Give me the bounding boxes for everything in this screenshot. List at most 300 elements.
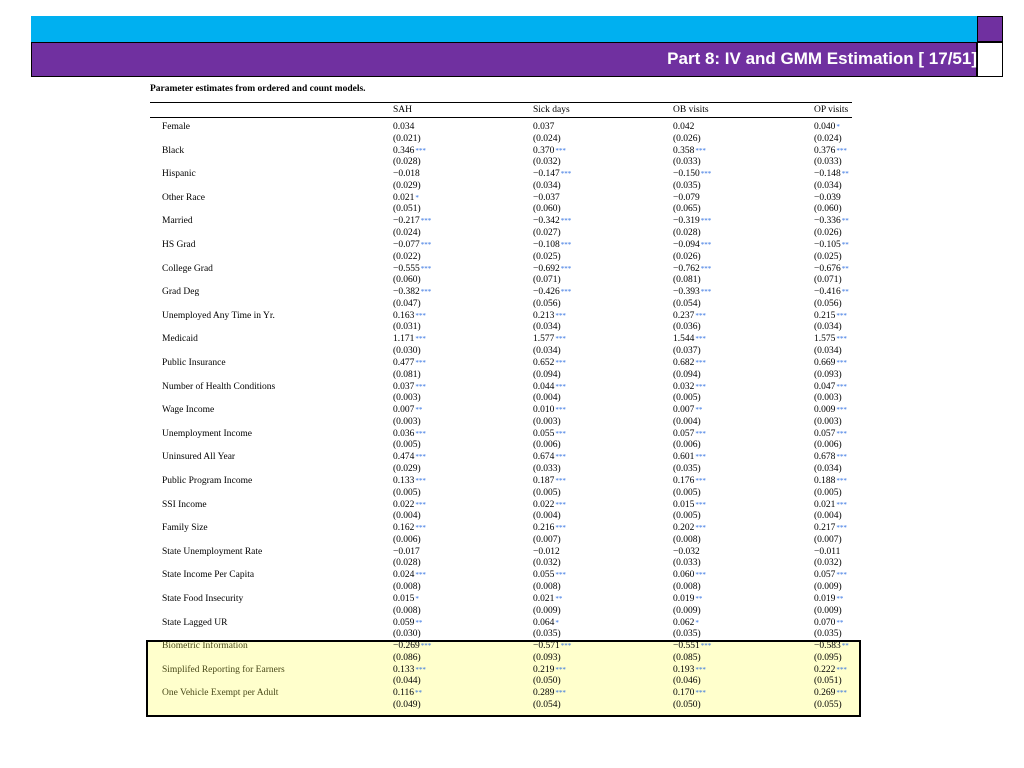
standard-error-cell: (0.006) — [673, 440, 701, 451]
coefficient-value: 0.055 — [533, 570, 555, 581]
standard-error-cell: (0.003) — [814, 393, 842, 404]
coefficient-value: −0.583 — [814, 641, 841, 652]
coefficient-cell — [673, 687, 706, 699]
significance-stars: *** — [695, 477, 706, 485]
standard-error-cell: (0.047) — [393, 298, 421, 309]
standard-error-cell: (0.005) — [393, 440, 421, 451]
coefficient-value: 0.059 — [393, 617, 415, 628]
significance-stars: *** — [836, 335, 847, 344]
coefficient-value: 0.062 — [673, 617, 695, 628]
significance-stars: *** — [695, 359, 706, 367]
standard-error-cell: (0.044) — [393, 676, 421, 687]
standard-error-cell: (0.081) — [673, 275, 701, 286]
slide-title: Part 8: IV and GMM Estimation [ 17/51] — [667, 49, 977, 68]
coefficient-cell — [673, 145, 706, 157]
column-header-op-visits: OP visits — [814, 105, 849, 115]
coefficient-cell — [673, 310, 706, 322]
significance-stars: *** — [420, 264, 432, 273]
coefficient-cell — [393, 168, 420, 180]
significance-stars: ** — [415, 406, 423, 415]
coefficient-cell — [673, 569, 706, 581]
coefficient-cell — [533, 333, 566, 345]
coefficient-cell — [673, 121, 694, 133]
row-label: Female — [162, 122, 190, 132]
coefficient-value: 0.216 — [533, 523, 555, 534]
coefficient-cell — [393, 286, 431, 298]
standard-error-cell: (0.022) — [393, 251, 421, 262]
significance-stars: *** — [560, 217, 572, 226]
coefficient-value: 0.222 — [814, 664, 836, 675]
coefficient-value: −0.692 — [533, 263, 560, 274]
row-label: Family Size — [162, 523, 208, 534]
coefficient-cell — [533, 451, 566, 463]
coefficient-cell — [814, 451, 847, 463]
standard-error-cell: (0.005) — [533, 487, 561, 498]
coefficient-cell — [393, 333, 426, 345]
significance-stars: *** — [420, 288, 432, 297]
significance-stars: *** — [836, 146, 847, 155]
row-label: Black — [162, 145, 185, 156]
coefficient-value: 0.047 — [814, 381, 836, 392]
coefficient-cell — [393, 687, 422, 699]
highlight-box — [146, 640, 861, 717]
coefficient-cell — [814, 617, 843, 629]
standard-error-cell: (0.009) — [814, 605, 842, 616]
row-label: Unemployment Income — [162, 428, 252, 439]
significance-stars: *** — [560, 241, 572, 249]
standard-error-cell: (0.034) — [814, 464, 842, 474]
coefficient-value: 0.015 — [393, 594, 415, 604]
standard-error-cell: (0.071) — [533, 275, 561, 286]
significance-stars: *** — [415, 571, 426, 580]
coefficient-cell — [673, 499, 706, 511]
coefficient-value: 0.358 — [673, 145, 695, 156]
standard-error-cell: (0.085) — [673, 652, 701, 663]
standard-error-cell: (0.081) — [393, 369, 421, 380]
significance-stars: *** — [836, 382, 847, 391]
significance-stars: *** — [836, 665, 847, 674]
coefficient-value: 0.289 — [533, 688, 555, 699]
coefficient-cell — [533, 593, 562, 605]
row-label: Biometric Information — [162, 641, 248, 652]
significance-stars: *** — [415, 382, 426, 391]
standard-error-cell: (0.024) — [533, 133, 561, 144]
significance-stars: *** — [415, 477, 426, 485]
standard-error-cell: (0.035) — [533, 629, 561, 640]
standard-error-cell: (0.026) — [673, 251, 701, 262]
coefficient-value: 0.015 — [673, 499, 695, 510]
coefficient-value: 0.217 — [814, 523, 836, 534]
significance-stars: ** — [836, 618, 844, 627]
standard-error-cell: (0.004) — [393, 511, 421, 522]
coefficient-value: 0.669 — [814, 358, 836, 368]
coefficient-value: 0.674 — [533, 452, 555, 463]
coefficient-value: 0.057 — [814, 570, 836, 581]
standard-error-cell: (0.035) — [673, 464, 701, 474]
standard-error-cell: (0.093) — [533, 652, 561, 663]
coefficient-cell — [393, 569, 426, 581]
significance-stars: *** — [695, 382, 706, 391]
significance-stars: *** — [555, 500, 566, 509]
row-label: Public Program Income — [162, 476, 253, 486]
coefficient-cell — [393, 499, 426, 511]
coefficient-cell — [814, 239, 849, 251]
corner-square — [977, 42, 1003, 77]
coefficient-value: −0.555 — [393, 263, 420, 274]
coefficient-cell — [533, 381, 566, 393]
coefficient-cell — [393, 145, 426, 157]
coefficient-cell — [814, 121, 840, 133]
significance-stars: *** — [420, 217, 432, 226]
coefficient-value: 0.370 — [533, 145, 555, 156]
standard-error-cell: (0.003) — [814, 416, 842, 427]
standard-error-cell: (0.037) — [673, 346, 701, 356]
coefficient-value: −0.551 — [673, 641, 700, 652]
coefficient-cell — [393, 546, 420, 558]
column-header-ob-visits: OB visits — [673, 105, 709, 115]
significance-stars: ** — [695, 406, 703, 415]
coefficient-cell — [673, 168, 711, 180]
coefficient-value: 0.601 — [673, 452, 695, 463]
coefficient-cell — [814, 640, 849, 652]
coefficient-cell — [393, 475, 426, 487]
coefficient-cell — [533, 475, 566, 487]
standard-error-cell: (0.095) — [814, 652, 842, 663]
row-label: College Grad — [162, 263, 213, 274]
standard-error-cell: (0.004) — [673, 416, 701, 427]
row-label: One Vehicle Exempt per Adult — [162, 688, 279, 699]
coefficient-value: 0.163 — [393, 310, 415, 321]
coefficient-cell — [533, 145, 566, 157]
coefficient-value: 0.682 — [673, 358, 695, 368]
coefficient-value: −0.150 — [673, 169, 700, 180]
significance-stars: *** — [415, 359, 426, 367]
coefficient-value: −0.012 — [533, 546, 560, 557]
significance-stars: *** — [695, 335, 706, 344]
significance-stars: *** — [560, 264, 572, 273]
significance-stars: *** — [836, 406, 847, 415]
coefficient-cell — [393, 215, 431, 227]
standard-error-cell: (0.034) — [814, 322, 842, 333]
coefficient-cell — [814, 381, 847, 393]
significance-stars: *** — [700, 217, 712, 226]
coefficient-value: 0.024 — [393, 570, 415, 581]
coefficient-value: −0.018 — [393, 169, 420, 180]
coefficient-value: 0.034 — [393, 122, 415, 132]
standard-error-cell: (0.005) — [814, 487, 842, 498]
coefficient-cell — [673, 640, 711, 652]
coefficient-value: −0.039 — [814, 192, 841, 203]
significance-stars: * — [415, 193, 419, 202]
significance-stars: ** — [415, 618, 423, 627]
coefficient-value: −0.393 — [673, 287, 700, 298]
standard-error-cell: (0.026) — [673, 133, 701, 144]
coefficient-cell — [393, 640, 431, 652]
coefficient-cell — [673, 664, 706, 676]
standard-error-cell: (0.007) — [533, 534, 561, 545]
standard-error-cell: (0.008) — [393, 582, 421, 592]
coefficient-value: −0.382 — [393, 287, 420, 298]
standard-error-cell: (0.031) — [393, 322, 421, 333]
coefficient-value: −0.079 — [673, 192, 700, 203]
coefficient-cell — [814, 404, 847, 416]
coefficient-cell — [814, 333, 847, 345]
significance-stars: *** — [555, 477, 566, 485]
significance-stars: *** — [555, 429, 566, 438]
coefficient-cell — [393, 121, 414, 133]
standard-error-cell: (0.086) — [393, 652, 421, 663]
coefficient-value: 1.577 — [533, 334, 555, 345]
standard-error-cell: (0.024) — [393, 228, 421, 238]
significance-stars: *** — [415, 665, 426, 674]
significance-stars: *** — [555, 524, 566, 533]
row-label: State Income Per Capita — [162, 570, 255, 581]
coefficient-value: −0.762 — [673, 263, 700, 274]
coefficient-value: 0.044 — [533, 381, 555, 392]
standard-error-cell: (0.005) — [673, 487, 701, 498]
coefficient-value: −0.319 — [673, 216, 700, 227]
coefficient-cell — [533, 239, 571, 251]
coefficient-cell — [533, 192, 560, 204]
standard-error-cell: (0.035) — [673, 629, 701, 640]
coefficient-cell — [393, 664, 426, 676]
coefficient-cell — [673, 215, 711, 227]
significance-stars: *** — [700, 241, 712, 249]
standard-error-cell: (0.055) — [814, 700, 842, 710]
significance-stars: ** — [841, 288, 849, 297]
coefficient-cell — [393, 451, 426, 463]
significance-stars: *** — [415, 500, 426, 509]
significance-stars: *** — [560, 288, 572, 297]
coefficient-value: 0.477 — [393, 358, 415, 368]
coefficient-cell — [533, 428, 566, 440]
standard-error-cell: (0.071) — [814, 275, 842, 286]
standard-error-cell: (0.060) — [533, 204, 561, 215]
coefficient-value: 0.007 — [673, 405, 695, 416]
standard-error-cell: (0.034) — [533, 322, 561, 333]
coefficient-cell — [673, 617, 699, 629]
significance-stars: *** — [695, 665, 706, 674]
coefficient-value: 0.022 — [533, 499, 555, 510]
standard-error-cell: (0.025) — [814, 251, 842, 262]
coefficient-value: −0.017 — [393, 546, 420, 557]
standard-error-cell: (0.009) — [814, 582, 842, 592]
coefficient-value: 0.037 — [393, 381, 415, 392]
significance-stars: *** — [560, 642, 572, 651]
coefficient-value: 1.171 — [393, 334, 415, 345]
significance-stars: ** — [841, 170, 849, 179]
coefficient-value: −0.342 — [533, 216, 560, 227]
standard-error-cell: (0.094) — [673, 369, 701, 380]
significance-stars: *** — [555, 311, 566, 320]
row-label: SSI Income — [162, 499, 207, 510]
standard-error-cell: (0.056) — [814, 298, 842, 309]
significance-stars: ** — [841, 642, 849, 651]
significance-stars: * — [695, 618, 699, 627]
coefficient-value: −0.105 — [814, 240, 841, 250]
standard-error-cell: (0.029) — [393, 464, 421, 474]
standard-error-cell: (0.036) — [673, 322, 701, 333]
significance-stars: *** — [555, 382, 566, 391]
coefficient-cell — [393, 310, 426, 322]
standard-error-cell: (0.028) — [393, 558, 421, 569]
coefficient-value: 0.064 — [533, 617, 555, 628]
significance-stars: *** — [555, 146, 566, 155]
coefficient-value: −0.571 — [533, 641, 560, 652]
row-label: Simplifed Reporting for Earners — [162, 664, 285, 675]
row-label: Number of Health Conditions — [162, 381, 276, 392]
coefficient-cell — [533, 617, 559, 629]
coefficient-value: 0.022 — [393, 499, 415, 510]
standard-error-cell: (0.003) — [393, 393, 421, 404]
coefficient-value: 0.021 — [533, 594, 555, 604]
coefficient-cell — [533, 522, 566, 534]
coefficient-cell — [814, 310, 847, 322]
coefficient-cell — [814, 593, 843, 605]
coefficient-cell — [673, 333, 706, 345]
coefficient-cell — [533, 310, 566, 322]
coefficient-cell — [533, 215, 571, 227]
coefficient-cell — [393, 522, 426, 534]
row-label: Uninsured All Year — [162, 452, 236, 463]
significance-stars: *** — [415, 146, 426, 155]
standard-error-cell: (0.004) — [533, 393, 561, 404]
significance-stars: *** — [836, 689, 847, 698]
coefficient-value: 0.133 — [393, 664, 415, 675]
significance-stars: *** — [695, 429, 706, 438]
coefficient-value: 0.133 — [393, 476, 415, 486]
coefficient-value: 0.162 — [393, 523, 415, 534]
significance-stars: *** — [700, 264, 712, 273]
coefficient-cell — [814, 569, 847, 581]
standard-error-cell: (0.034) — [814, 180, 842, 191]
coefficient-cell — [533, 664, 566, 676]
row-label: State Lagged UR — [162, 617, 228, 628]
significance-stars: ** — [415, 689, 423, 698]
significance-stars: *** — [420, 642, 432, 651]
coefficient-value: −0.269 — [393, 641, 420, 652]
corner-square-top — [977, 16, 1003, 42]
significance-stars: ** — [841, 217, 849, 226]
coefficient-value: 0.213 — [533, 310, 555, 321]
coefficient-value: −0.011 — [814, 546, 841, 557]
standard-error-cell: (0.028) — [393, 157, 421, 168]
coefficient-value: 0.036 — [393, 428, 415, 439]
row-label: State Food Insecurity — [162, 594, 244, 604]
significance-stars: *** — [695, 571, 706, 580]
significance-stars: *** — [836, 453, 847, 462]
standard-error-cell: (0.050) — [533, 676, 561, 687]
coefficient-cell — [673, 522, 706, 534]
coefficient-cell — [814, 475, 847, 487]
significance-stars: ** — [841, 241, 849, 249]
coefficient-value: 0.474 — [393, 452, 415, 463]
standard-error-cell: (0.033) — [673, 558, 701, 569]
significance-stars: *** — [695, 689, 706, 698]
standard-error-cell: (0.054) — [533, 700, 561, 710]
coefficient-cell — [533, 263, 571, 275]
standard-error-cell: (0.029) — [393, 180, 421, 191]
coefficient-cell — [533, 168, 571, 180]
row-label: Hispanic — [162, 169, 196, 180]
coefficient-value: 0.187 — [533, 476, 555, 486]
coefficient-value: 0.021 — [393, 192, 415, 203]
standard-error-cell: (0.051) — [393, 204, 421, 215]
standard-error-cell: (0.030) — [393, 629, 421, 640]
coefficient-cell — [533, 357, 566, 369]
coefficient-value: −0.147 — [533, 169, 560, 180]
row-label: Married — [162, 216, 193, 227]
significance-stars: ** — [836, 595, 844, 603]
column-header-sah: SAH — [393, 105, 413, 115]
coefficient-value: 1.544 — [673, 334, 695, 345]
significance-stars: *** — [700, 170, 712, 179]
coefficient-cell — [814, 499, 847, 511]
coefficient-value: 0.055 — [533, 428, 555, 439]
coefficient-cell — [673, 192, 700, 204]
coefficient-value: 0.202 — [673, 523, 695, 534]
row-label: Grad Deg — [162, 287, 200, 298]
standard-error-cell: (0.032) — [533, 558, 561, 569]
standard-error-cell: (0.025) — [533, 251, 561, 262]
coefficient-cell — [393, 428, 426, 440]
significance-stars: *** — [555, 453, 566, 462]
coefficient-cell — [533, 687, 566, 699]
table-top-rule — [150, 102, 852, 103]
significance-stars: *** — [695, 146, 706, 155]
standard-error-cell: (0.060) — [814, 204, 842, 215]
table-header-rule — [150, 117, 852, 118]
standard-error-cell: (0.008) — [673, 582, 701, 592]
coefficient-value: 0.219 — [533, 664, 555, 675]
coefficient-cell — [533, 404, 566, 416]
coefficient-value: 0.652 — [533, 358, 555, 368]
significance-stars: *** — [555, 406, 566, 415]
standard-error-cell: (0.004) — [814, 511, 842, 522]
row-label: Wage Income — [162, 405, 215, 416]
coefficient-cell — [673, 239, 711, 251]
standard-error-cell: (0.008) — [533, 582, 561, 592]
coefficient-cell — [393, 404, 422, 416]
significance-stars: *** — [415, 311, 426, 320]
standard-error-cell: (0.006) — [814, 440, 842, 451]
significance-stars: *** — [836, 571, 847, 580]
coefficient-value: 0.057 — [673, 428, 695, 439]
table-title: Parameter estimates from ordered and count models. — [150, 84, 366, 94]
significance-stars: *** — [555, 359, 566, 367]
coefficient-value: 0.376 — [814, 145, 836, 156]
significance-stars: *** — [555, 571, 566, 580]
standard-error-cell: (0.046) — [673, 676, 701, 687]
coefficient-cell — [814, 286, 849, 298]
coefficient-cell — [533, 499, 566, 511]
coefficient-value: −0.032 — [673, 546, 700, 557]
coefficient-cell — [673, 404, 702, 416]
standard-error-cell: (0.035) — [673, 180, 701, 191]
coefficient-cell — [814, 428, 847, 440]
standard-error-cell: (0.005) — [673, 511, 701, 522]
coefficient-value: 0.009 — [814, 405, 836, 416]
coefficient-value: 1.575 — [814, 334, 836, 345]
standard-error-cell: (0.005) — [673, 393, 701, 404]
standard-error-cell: (0.008) — [673, 534, 701, 545]
coefficient-value: 0.346 — [393, 145, 415, 156]
coefficient-value: −0.426 — [533, 287, 560, 298]
standard-error-cell: (0.035) — [814, 629, 842, 640]
coefficient-value: 0.021 — [814, 499, 836, 510]
coefficient-cell — [393, 239, 431, 251]
coefficient-value: 0.269 — [814, 688, 836, 699]
